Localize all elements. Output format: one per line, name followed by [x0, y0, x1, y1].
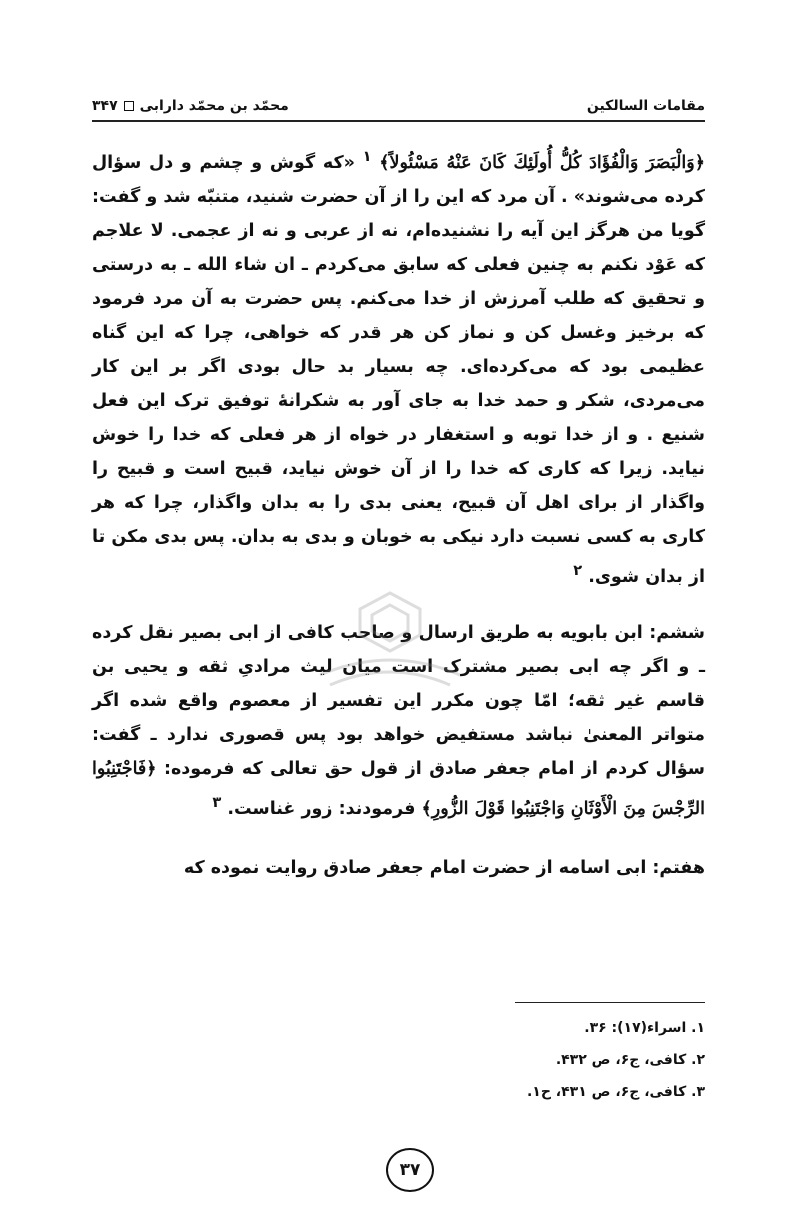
paragraph-3: [92, 851, 705, 885]
quran-verse-2-text: فَاجْتَنِبُوا الرِّجْسَ مِنَ الْأَوْثَانِ وَاجْتَنِبُوا قَوْلَ الزُّورِ: [92, 758, 705, 819]
footnote-rule: [515, 1002, 705, 1003]
footnotes: [305, 1012, 705, 1108]
paragraph-1-text: «که گوش و چشم و دل سؤال کرده می‌شوند» . آن مرد که این را از آن حضرت شنید، متنبّه شد و گفت: گویا من هرگز این آیه را نشنیده‌ام، نه از عربی و نه از عجمی. لا علاجم که عَوْد نکنم به چنین فعلی که سابق می‌کردم ـ ان شاء الله ـ به درستی و تحقیق که طلب آمرزش از خدا می‌کنم. پس حضرت به آن مرد فرمود که برخیز وغسل کن و نماز کن هر قدر که خواهی، چرا که این گناه عظیمی بود که می‌کرده‌ای. چه بسیار بد حال بودی اگر بر این کار می‌مردی، شکر و حمد خدا به جای آور به شکرانهٔ توفیق ترک این فعل شنیع . و از خدا توبه و استغفار در خواه از هر فعلی که خدا را خوش نیاید. زیرا که کاری که خدا را از آن خوش نیاید، قبیح است و قبیح را واگذار از برای اهل آن قبیح، یعنی بدی را به بدان واگذار، چرا که هر کاری به کسی نسبت دارد نیکی به خوبان و بدی به بدان. پس بدی مکن تا از بدان شوی.: [92, 152, 705, 587]
running-header: [92, 84, 705, 114]
footnote-ref-2: ۲: [573, 561, 583, 579]
page-number-badge: [386, 1148, 434, 1192]
footnote-ref-1: ۱: [362, 148, 372, 165]
book-title: مقامات السالکین: [586, 98, 705, 114]
header-author-block: [92, 98, 289, 114]
main-text: [92, 140, 705, 911]
original-page-number: ۳۴۷: [92, 98, 118, 114]
author-label: محمّد بن محمّد دارابی: [139, 98, 289, 114]
quran-verse-1: ﴿وَالْبَصَرَ وَالْفُؤَادَ كُلُّ أُولَئِكَ كَانَ عَنْهُ مَسْئُولاً﴾: [379, 152, 706, 173]
paragraph-1: [92, 140, 705, 594]
footnote-2: ۲. کافی، ج۶، ص ۴۳۲.: [555, 1052, 705, 1068]
square-ornament-icon: [124, 101, 134, 111]
quran-verse-2: ﴿فَاجْتَنِبُوا الرِّجْسَ مِنَ الْأَوْثَانِ وَاجْتَنِبُوا قَوْلَ الزُّورِ﴾: [92, 758, 705, 819]
header-rule: [92, 120, 705, 122]
paragraph-2: [92, 616, 705, 826]
footnote-1: ۱. اسراء(۱۷): ۳۶.: [584, 1020, 705, 1036]
footnote-3: ۳. کافی، ج۶، ص ۴۳۱، ح۱.: [526, 1084, 705, 1100]
footnote-ref-3: ۳: [212, 793, 222, 811]
paragraph-3-text: هفتم: ابی اسامه از حضرت امام جعفر صادق روایت نموده که: [183, 858, 705, 879]
page-number: ۳۷: [399, 1160, 421, 1180]
quran-verse-1-text: وَالْبَصَرَ وَالْفُؤَادَ كُلُّ أُولَئِكَ كَانَ عَنْهُ مَسْئُولاً: [389, 152, 695, 173]
paragraph-2-text-b: فرمودند: زور غناست.: [227, 798, 416, 819]
paragraph-2-text-a: ششم: ابن بابویه به طریق ارسال و صاحب کافی از ابی بصیر نقل کرده ـ و اگر چه ابی بصیر مشترک است میان لیث مرادیِ ثقه و یحیی بن قاسم غیر ثقه؛ امّا چون مکرر این تفسیر از معصوم واقع شده اگر متواتر المعنیٰ نباشد مستفیض خواهد بود پس قصوری ندارد ـ گفت: سؤال کردم از امام جعفر صادق از قول حق تعالی که فرموده:: [92, 622, 705, 779]
